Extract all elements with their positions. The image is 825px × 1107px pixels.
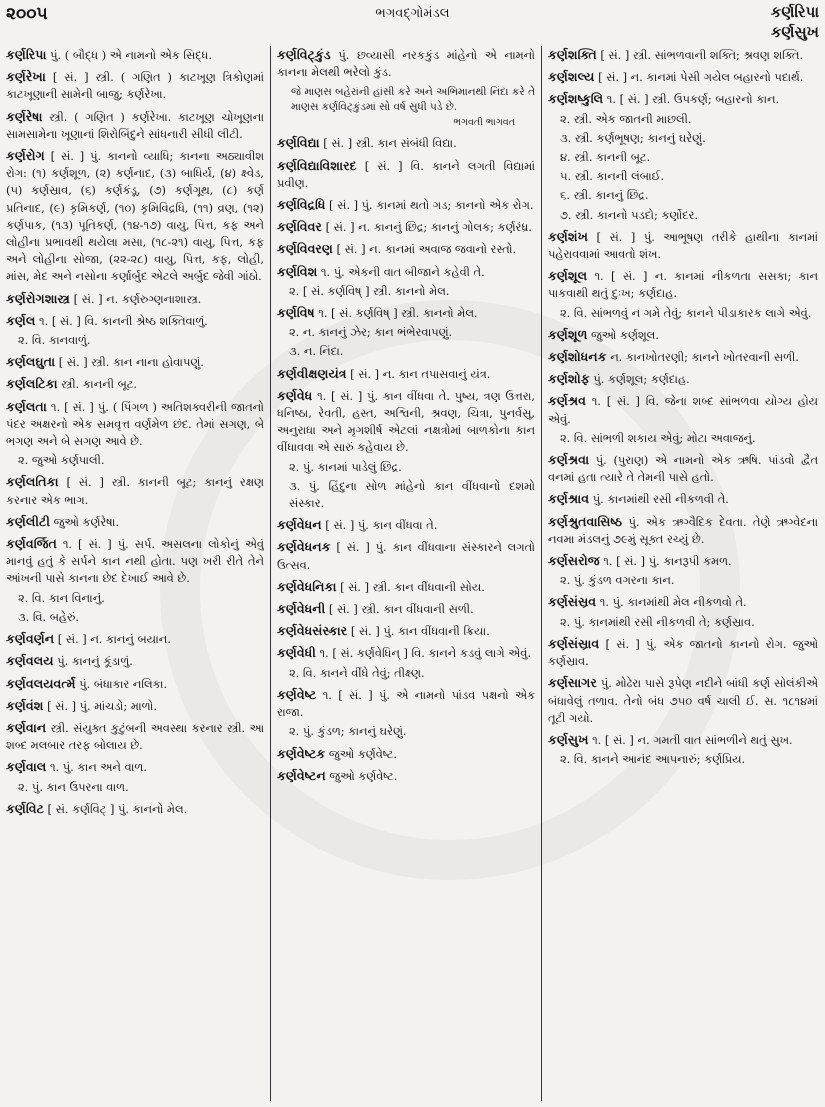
headword: કર્ણરોગ: [6, 148, 45, 164]
definition: ૩. વિ. બહેરું.: [18, 609, 79, 624]
definition: ૨. સ્ત્રી. એક જાતની માછલી.: [560, 111, 692, 126]
entry-subsense: [6, 452, 264, 469]
definition: [ સં. ] સ્ત્રી. કાનની બૂટ; કાનનું રક્ષણ કરનાર એક ભાગ.: [6, 475, 264, 507]
headword: કર્ણવેધી: [277, 645, 316, 661]
headword: કર્ણવર્જિત: [6, 536, 57, 552]
headword: કર્ણવલય: [6, 653, 54, 669]
dictionary-entry: [6, 147, 264, 286]
page-number: ૨૦૦૫: [6, 4, 48, 24]
entry-subsense: [548, 207, 818, 224]
entry-subsense: [6, 779, 264, 796]
definition: ૨. [ સં. કર્ણવિષ્ ] સ્ત્રી. કાનનો મેલ.: [289, 283, 450, 298]
dictionary-entry: [277, 538, 535, 573]
dictionary-entry: [277, 516, 535, 534]
headword: કર્ણશંખ: [548, 228, 588, 244]
definition: ૩. સ્ત્રી. કર્ણભૂષણ; કાનનું ઘરેણું.: [560, 130, 706, 145]
entry-subsense: [6, 332, 264, 349]
headword: કર્ણવિટ્કુંડ: [277, 47, 331, 62]
definition: ૨. વિ. કાનને વીંધે તેવું; તીક્ષ્ણ.: [289, 665, 425, 680]
dictionary-entry: [6, 675, 264, 693]
headword: કર્ણશલ્ય: [548, 69, 595, 85]
headword: કર્ણશ્રવા: [548, 452, 590, 468]
definition: જુઓ કર્ણવેષ્ટ.: [328, 746, 397, 761]
dictionary-entry: [6, 68, 264, 103]
entry-subsense: [277, 459, 535, 476]
entry-subsense: [548, 751, 818, 768]
dictionary-entry: [548, 228, 818, 263]
dictionary-entry: [277, 196, 535, 214]
definition: [ સં. ] પું. કાન વીંધવાના સંસ્કારને લગતો ઉત્સવ.: [277, 540, 535, 572]
entry-subsense: [277, 478, 535, 512]
definition: ૧. [ સં. ] વિ. કાનની શ્રેષ્ઠ શક્તિવાળું.: [39, 313, 208, 328]
dictionary-entry: [277, 240, 535, 258]
headword: કર્ણલઘુતા: [6, 354, 56, 370]
definition: ૩. પું. હિંદુના સોળ માંહેનો કાન વીંધવાનો દશમો સંસ્કાર.: [289, 478, 535, 511]
definition: [ સં. ] પું. આભૂષણ તરીકે હાથીના કાનમાં પહેરાવવામાં આવતો શંખ.: [548, 229, 818, 262]
entry-subsense: [548, 187, 818, 204]
dictionary-entry: [6, 535, 264, 588]
definition: પું. ( બૌદ્ધ ) એ નામનો એક સિદ્ધ.: [50, 48, 212, 62]
definition: ૧. [ સં. ] પું. કાનરૂપી કમળ.: [603, 554, 732, 569]
definition: ૧. પું. કાનમાંથી મેલ નીકળવો તે.: [599, 595, 747, 610]
definition: [ સં. ] પું. કાન વીંધવાની ક્રિયા.: [350, 624, 490, 639]
headword: કર્ણવિદ્યા: [277, 135, 320, 151]
definition: ૨. વિ. સાંભળવું ન ગમે તેવું; કાનને પીડાકારક લાગે એવું.: [560, 305, 812, 320]
dictionary-entry: [6, 353, 264, 371]
definition: ૪. સ્ત્રી. કાનની બૂટ.: [560, 150, 651, 165]
dictionary-entry: [277, 46, 535, 81]
definition: પું. કાનનું કૂંડાળું.: [57, 654, 133, 669]
headword: કર્ણવિશ: [277, 263, 318, 279]
definition: [ સં. ] સ્ત્રી. સાંભળવાની શક્તિ; શ્રવણ શક્તિ.: [600, 48, 804, 62]
entry-subsense: [548, 130, 818, 147]
citation-source: ભગવતી ભાગવત: [453, 117, 515, 129]
dictionary-entry: [6, 46, 264, 64]
definition: [ સં. ] ન. કાન તપાસવાનું યંત્ર.: [350, 366, 491, 381]
dictionary-entry: [277, 387, 535, 457]
definition: પું. (પુરાણ) એ નામનો એક ઋષિ. પાંડવો દ્વૈત વનમાં હતા ત્યારે તે તેમની પાસે હતો.: [548, 453, 818, 485]
definition: ૫. સ્ત્રી. કાનની લંબાઈ.: [560, 169, 665, 184]
definition: સ્ત્રી. ( ગણિત ) કર્ણરેખા. કાટખૂણ ચોખૂણના સામસામેના ખૂણાનાં શિરોબિંદુને સાંધનારી સીધી લીટી.: [6, 109, 264, 141]
dictionary-entry: [548, 348, 818, 366]
dictionary-column-2: [277, 46, 535, 1104]
dictionary-entry: [548, 46, 818, 64]
definition: ૧. [ સં. ] ન. કાનમાં નીકળતા સસકા; કાન પાકવાથી થતું દુઃખ; કર્ણદાહ.: [548, 269, 818, 301]
definition: ૨. વિ. સાંભળી શકાય એવું; મોટા અવાજનું.: [560, 430, 756, 445]
definition: ૨. જુઓ કર્ણપાલી.: [18, 453, 105, 468]
headword: કર્ણવીક્ષણયંત્ર: [277, 365, 347, 381]
headword: કર્ણલટિકા: [6, 376, 58, 392]
definition: જુઓ કર્ણવેષ્ટ.: [329, 768, 398, 783]
dictionary-entry: [277, 157, 535, 192]
dictionary-entry: [548, 635, 818, 670]
dictionary-entry: [6, 697, 264, 715]
dictionary-entry: [548, 267, 818, 302]
entry-subsense: [6, 609, 264, 626]
definition: ૧. [ સં. કર્ણવેધિન્ ] વિ. કાનને કડવું લાગે એવું.: [319, 646, 531, 661]
dictionary-entry: [277, 304, 535, 322]
headword: કર્ણશ્રવ: [548, 393, 586, 409]
definition: પું. છવ્યાસી નરકકુંડ માંહેનો એ નામનો કાનના મેલથી ભરેલો કુંડ.: [277, 48, 535, 80]
headword: કર્ણવિષ: [277, 305, 315, 321]
dictionary-entry: [6, 312, 264, 330]
page-header: [0, 0, 825, 44]
dictionary-entry: [277, 365, 535, 383]
definition: ૨. પું. કાનમાંથી રસી નીકળવી તે; કર્ણસ્રાવ.: [560, 614, 755, 629]
definition: પું. કાનમાંથી રસી નીકળવી તે.: [592, 492, 729, 507]
book-title: ભગવદ્‌ગોમંડલ: [375, 6, 450, 21]
definition: ૧. [ સં. કર્ણવિષ્ ] સ્ત્રી. કાનનો મેલ.: [318, 306, 478, 321]
entry-subsense: [277, 665, 535, 682]
headword: કર્ણસરોજ: [548, 553, 600, 569]
definition: જે માણસ બહેરાંની હાંસી કરે અને અભિમાનથી નિંદા કરે તે માણસ કર્ણવિટ્કુંડમાં સો વર્ષ સુધી પડે છે.: [291, 86, 535, 114]
headword: કર્ણલીટી: [6, 513, 50, 529]
definition: [ સં. ] પું. માંચડો; માળો.: [47, 698, 157, 713]
dictionary-entry: [6, 719, 264, 754]
definition: [ સં. ] ન. કાનમાં પેસી ગયેલ બહારનો પદાર્થ.: [598, 70, 804, 85]
definition: [ સં. ] સ્ત્રી. કાન નાના હોવાપણું.: [58, 355, 204, 370]
dictionary-entry: [548, 68, 818, 86]
dictionary-entry: [548, 552, 818, 570]
definition: [ સં. ] વિ. કાનને લગતી વિદ્યામાં પ્રવીણ.: [277, 158, 535, 190]
headword: કર્ણલતિકા: [6, 474, 59, 490]
headword: કર્ણરેષા: [6, 108, 43, 124]
headword: કર્ણવેધની: [277, 601, 326, 617]
entry-subsense: [548, 149, 818, 166]
headword: કર્ણરોગશાસ્ત્ર: [6, 290, 70, 306]
dictionary-column-3: [548, 46, 818, 1104]
definition: ૨. વિ. કાન વિનાનું.: [18, 590, 105, 605]
headword: કર્ણવિવરણ: [277, 241, 333, 257]
dictionary-entry: [548, 370, 818, 388]
definition: [ સં. ] ન. કાનનું છિદ્ર; કાનનું ગોલક; કર્ણરંધ્ર.: [325, 220, 532, 235]
dictionary-entry: [6, 290, 264, 308]
citation-quote: [277, 85, 535, 130]
dictionary-entry: [277, 644, 535, 662]
entry-subsense: [277, 343, 535, 360]
dictionary-entry: [548, 326, 818, 344]
dictionary-entry: [6, 513, 264, 531]
headword: કર્ણવાન: [6, 719, 47, 735]
definition: સ્ત્રી. સંયુક્ત કુટુંબની અવસ્થા કરનાર સ્ત્રી. આ શબ્દ મલબાર તરફ બોલાય છે.: [6, 720, 264, 753]
headword: કર્ણવેધ: [277, 387, 313, 403]
definition: ૧. [ સં. ] પું. કાન વીંધવા તે. પુષ્ય, ત્રણ ઉત્તરા, ધનિષ્ઠા, રેવતી, હસ્ત, અશ્વિની, શ્રવણ, ચિત્રા, પુનર્વસુ, અનુરાધા અને મૃગશીર્ષ એટલાં નક્ષત્રોમાં બાળકોના કાન વીંધાવવા એ સારું કહેવાય છે.: [277, 388, 535, 455]
headword: કર્ણસંસ્રાવ: [548, 635, 600, 651]
definition: ૨. પું. કાન ઉપરના વાળ.: [18, 779, 129, 794]
definition: પું. કર્ણશૂલ; કર્ણદાહ.: [593, 372, 690, 387]
entry-subsense: [548, 111, 818, 128]
headword: કર્ણસંસ્રવ: [548, 594, 597, 610]
dictionary-entry: [6, 758, 264, 776]
definition: ૧. [ સં. ] પું. ( પિંગળ ) અતિશક્વરીની જાતનો પંદર અક્ષરનો એક સમવૃત્ત વર્ણમેળ છંદ. તેમાં સગણ, બે ભગણ અને બે સગણ આવે છે.: [6, 399, 264, 449]
dictionary-column-1: [6, 46, 264, 1104]
definition: ૧. [ સં. ] પું. સર્પ. અસલના લોકોનું એવું માનવું હતું કે સર્પને કાન નથી હોતા. પણ ખરી રીતે તેને આંખની પાસે કાનના છેદ દેખાઈ આવે છે.: [6, 537, 264, 586]
dictionary-entry: [548, 513, 818, 548]
dictionary-entry: [277, 134, 535, 152]
dictionary-entry: [277, 600, 535, 618]
headword: કર્ણશોફ: [548, 371, 590, 387]
headword: કર્ણવેધનિકા: [277, 578, 337, 594]
definition: જુઓ કર્ણશૂલ.: [591, 327, 659, 342]
entry-subsense: [277, 723, 535, 740]
definition: ૧. [ સં. ] ન. ગમતી વાત સાંભળીને થતું સુખ.: [592, 732, 793, 747]
headword: કર્ણશષ્કુલિ: [548, 91, 604, 107]
dictionary-entry: [277, 767, 535, 785]
entry-subsense: [548, 430, 818, 447]
entry-subsense: [6, 590, 264, 607]
definition: જુઓ કર્ણરેષા.: [53, 514, 120, 529]
headword: કર્ણવેષ્ટન: [277, 767, 326, 783]
definition: [ સં. ] ન. કર્ણરુગ્ણનાશાસ્ત્ર.: [73, 291, 202, 306]
entry-subsense: [548, 572, 818, 589]
definition: [ સં. કર્ણવિટ્ ] પું. કાનનો મેલ.: [47, 801, 188, 816]
dictionary-entry: [277, 686, 535, 721]
dictionary-entry: [6, 652, 264, 670]
entry-subsense: [548, 168, 818, 185]
definition: ૨. ન. કાનનું ઝેર; કાન ભંભેરવાપણું.: [289, 325, 453, 340]
headword: કર્ણવિટ: [6, 800, 44, 816]
headword: કર્ણવિદ્રધિ: [277, 197, 326, 213]
definition: પું. મોઢેરા પાસે રૂપેણ નદીને બાંધી કર્ણ સોલંકીએ બંધાવેલું તળાવ. તેનો બંધ ૭૫૦ વર્ષ ચાલી ઈ. સ. ૧૮૧૪માં તૂટી ગયો.: [548, 676, 818, 725]
dictionary-entry: [277, 218, 535, 236]
entry-subsense: [548, 305, 818, 322]
dictionary-entry: [6, 375, 264, 393]
entry-subsense: [548, 614, 818, 631]
definition: [ સં. ] સ્ત્રી. કાન વીંધવાની સોય.: [340, 579, 485, 594]
headword: કર્ણરેખા: [6, 69, 46, 85]
headword: કર્ણવેધનક: [277, 539, 331, 555]
definition: ૭. સ્ત્રી. કાનનો પડદો; કર્ણોદર.: [560, 207, 699, 222]
definition: સ્ત્રી. કાનની બૂટ.: [61, 377, 137, 392]
definition: ૬. સ્ત્રી. કાનનું છિદ્ર.: [560, 188, 649, 203]
definition: [ સં. ] ન. કાનમાં અવાજ જવાનો રસ્તો.: [336, 242, 517, 257]
headword: કર્ણશૂળ: [548, 326, 588, 342]
definition: ૨. વિ. કાનવાળું.: [18, 333, 91, 348]
definition: પું. એક ઋગ્વૈદિક દેવતા. તેણે ઋગ્વેદના નવમા મંડલનું ૭૯મું સૂક્ત રચ્યું છે.: [548, 514, 818, 546]
definition: ૨. પું. કાનમાં પાડેલું છિદ્ર.: [289, 459, 402, 474]
headword: કર્ણવર્ણન: [6, 631, 55, 647]
definition: પું. બંધાકાર નલિકા.: [79, 676, 168, 691]
entry-subsense: [277, 324, 535, 341]
definition: [ સં. ] સ્ત્રી. કાન વીંધવાની સળી.: [328, 602, 474, 617]
definition: ૧. [ સં. ] સ્ત્રી. ઉપકર્ણ; બહારનો કાન.: [606, 92, 780, 107]
dictionary-entry: [548, 674, 818, 727]
dictionary-entry: [548, 90, 818, 108]
headword: કર્ણવિવર: [277, 219, 322, 235]
headword: કર્ણસુખ: [548, 731, 589, 747]
headword: કર્ણવાલ: [6, 759, 47, 775]
definition: [ સં. ] સ્ત્રી. કાન સંબંધી વિદ્યા.: [323, 136, 457, 151]
definition: [ સં. ] સ્ત્રી. ( ગણિત ) કાટખૂણ ત્રિકોણમાં કાટખૂણાની સામેની બાજુ; કર્ણરેખા.: [6, 70, 264, 102]
headword: કર્ણવેષ્ટક: [277, 745, 326, 761]
headword: કર્ણવંશ: [6, 697, 44, 713]
dictionary-entry: [6, 398, 264, 451]
headword: કર્ણવિદ્યાવિશારદ: [277, 157, 357, 173]
definition: [ સં. ] ન. કાનનું બયાન.: [57, 632, 171, 647]
definition: [ સં. ] પું. એક જાતનો કાનનો રોગ. જુઓ કર્ણસ્રાવ.: [548, 636, 818, 669]
headword: કર્ણશક્તિ: [548, 47, 597, 62]
definition: ૨. પું. કુંડળ વગરના કાન.: [560, 573, 675, 588]
definition: ૨. પું. કુંડળ; કાનનું ઘરેણું.: [289, 724, 407, 739]
headword: કર્ણરિપા: [6, 47, 47, 62]
guide-word-first: કર્ણરિપા: [770, 3, 819, 21]
dictionary-entry: [277, 578, 535, 596]
definition: ૧. [ સં. ] વિ. જેના શબ્દ સાંભળવા યોગ્ય હોય એવું.: [548, 394, 818, 426]
headword: કર્ણલ: [6, 312, 36, 328]
definition: ૧. [ સં. ] પું. એ નામનો પાંડવ પક્ષનો એક રાજા.: [277, 687, 535, 720]
dictionary-entry: [548, 490, 818, 508]
definition: ૧. પું. એકની વાત બીજાને કહેવી તે.: [320, 264, 485, 279]
definition: ૨. વિ. કાનને આનંદ આપનારું; કર્ણપ્રિય.: [560, 752, 746, 767]
dictionary-entry: [277, 263, 535, 281]
column-divider: [270, 46, 271, 1101]
headword: કર્ણવેષ્ટ: [277, 686, 317, 702]
dictionary-entry: [277, 745, 535, 763]
dictionary-entry: [548, 451, 818, 486]
dictionary-entry: [6, 800, 264, 818]
guide-word-last: કર્ણસુખ: [770, 23, 819, 41]
headword: કર્ણવલયવર્ત્મ: [6, 675, 76, 691]
definition: [ સં. ] પું. કાનનો વ્યાધિ; કાનના અઠ્યાવીશ રોગ: (૧) કર્ણશૂળ, (૨) કર્ણનાદ, (૩) બાધિર્ય, (૪) ક્ષ્વેડ, (૫) કર્ણસ્રાવ, (૬) કર્ણકંડૂ, (૭) કર્ણગૂથ, (૮) કર્ણ પ્રતિનાદ, (૯) કૃમિકર્ણ, (૧૦) કૃમિવિદ્રધિ, (૧૧) વ્રણ, (૧૨) કર્ણપાક, (૧૩) પૂતિકર્ણ, (૧૪-૧૭) વાયુ, પિત્ત, કફ અને લોહીના પ્રભાવથી થયેલા મસા, (૧૮-૨૧) વાયુ, પિત્ત, કફ અને લોહીના સોજા, (૨૨-૨૮) વાયુ, પિત્ત, કફ, લોહી, માંસ, મેદ અને નસોના કર્ણાર્બુદ એટલે અર્બુદ જેવી ગાંઠો.: [6, 149, 264, 284]
definition: ન. કાનખોતરણી; કાનને ખોતરવાની સળી.: [610, 350, 799, 365]
headword: કર્ણલતા: [6, 398, 47, 414]
dictionary-entry: [277, 622, 535, 640]
dictionary-entry: [6, 473, 264, 508]
dictionary-entry: [548, 731, 818, 749]
headword: કર્ણવેધસંસ્કાર: [277, 623, 348, 639]
dictionary-entry: [548, 593, 818, 611]
headword: કર્ણસાગર: [548, 675, 597, 691]
definition: ૧. પું. કાન અને વાળ.: [49, 760, 147, 775]
column-divider: [541, 46, 542, 1101]
headword: કર્ણશૂલ: [548, 268, 588, 284]
dictionary-entry: [6, 108, 264, 143]
headword: કર્ણશ્રુતવાસિષ્ઠ: [548, 513, 623, 529]
definition: [ સં. ] પું. કાનમાં થતો ગડ; કાનનો એક રોગ.: [329, 198, 534, 213]
headword: કર્ણશોધનક: [548, 349, 607, 365]
dictionary-entry: [548, 392, 818, 427]
dictionary-entry: [6, 630, 264, 648]
headword: કર્ણશ્રાવ: [548, 491, 590, 507]
definition: [ સં. ] પું. કાન વીંધવા તે.: [325, 518, 438, 533]
entry-subsense: [277, 283, 535, 300]
headword: કર્ણવેધન: [277, 517, 322, 533]
definition: ૩. ન. નિંદા.: [289, 344, 344, 359]
